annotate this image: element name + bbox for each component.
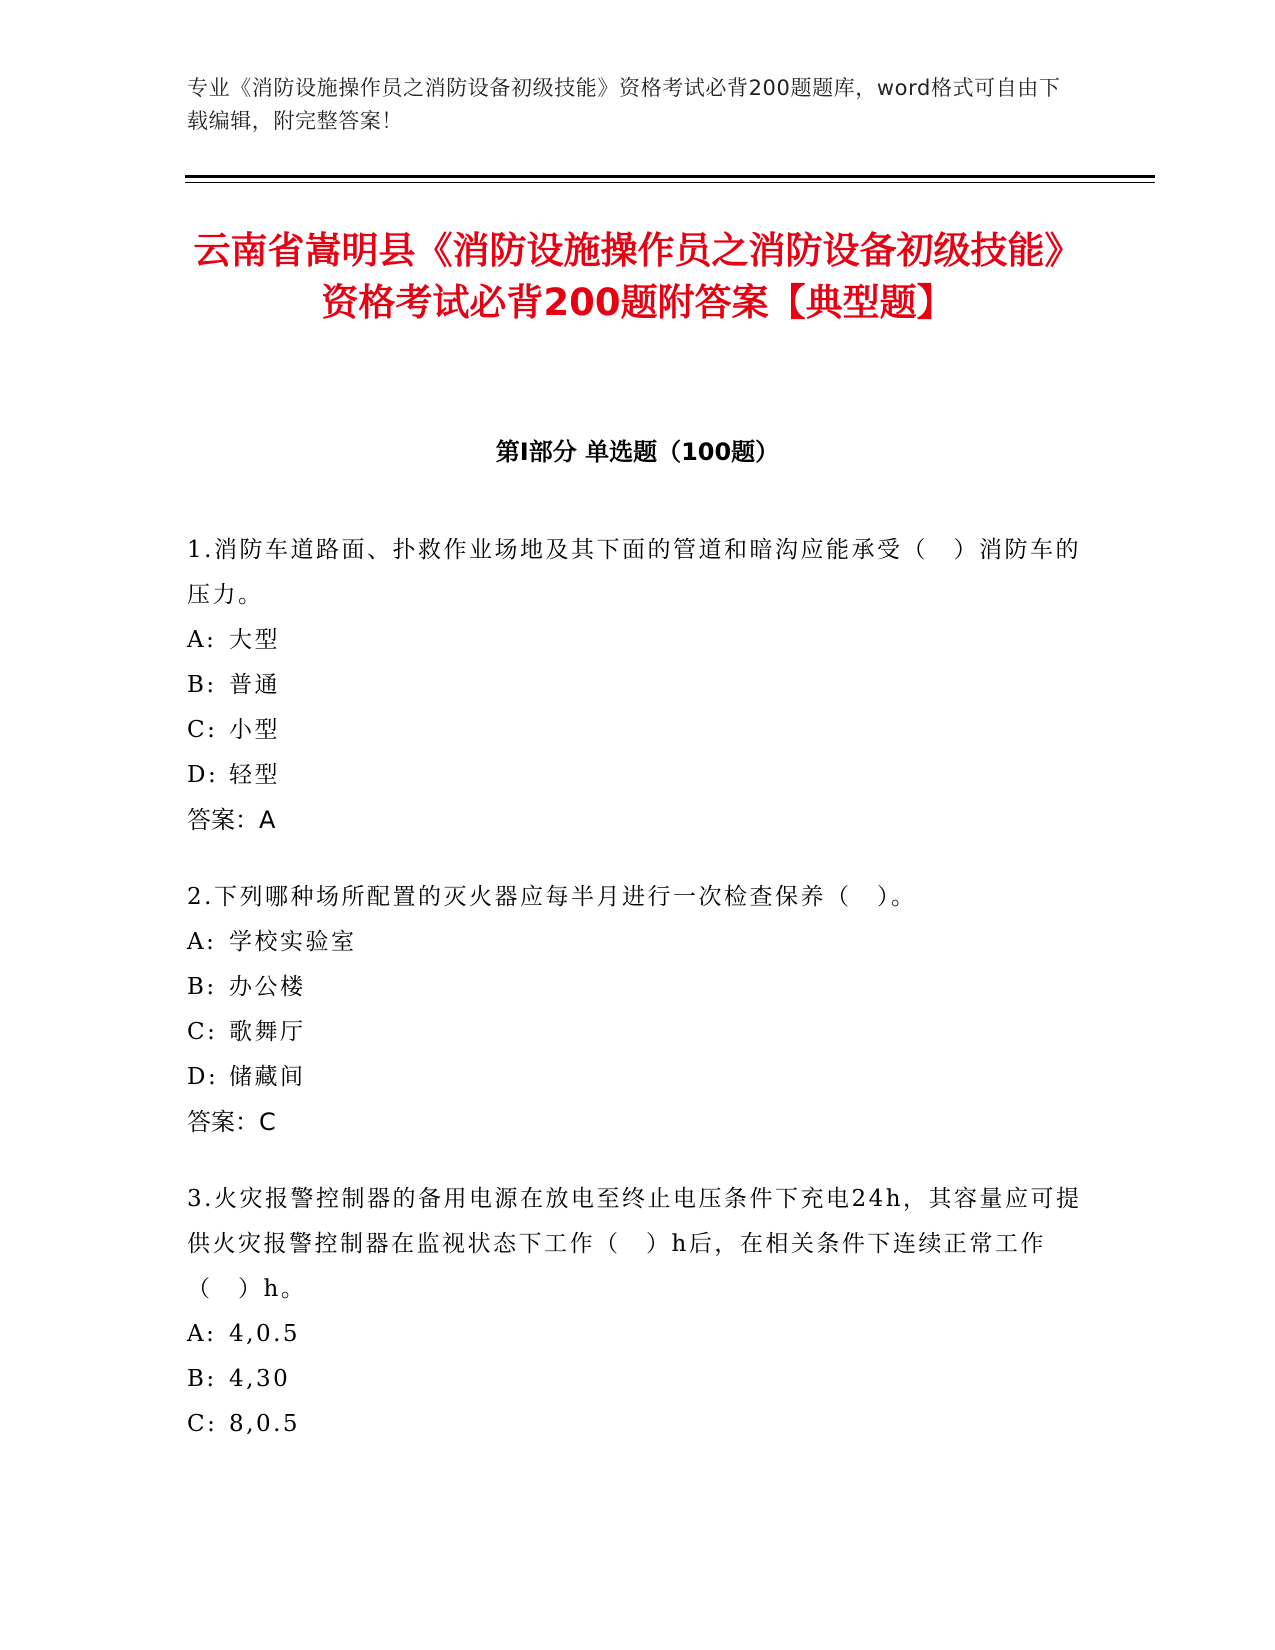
option-key: A: (187, 1321, 217, 1347)
option-text: 普通 (229, 672, 280, 698)
option-c (187, 708, 1082, 753)
option-key: C: (187, 1411, 218, 1437)
question-list (187, 528, 1082, 1479)
option-d (187, 753, 1082, 798)
option-b (187, 965, 1082, 1010)
section-title: 第Ⅰ部分 单选题（100题） (495, 438, 780, 466)
question-stem: 1.消防车道路面、扑救作业场地及其下面的管道和暗沟应能承受（ ）消防车的压力。 (187, 537, 1081, 608)
option-key: B: (187, 974, 217, 1000)
option-text: 小型 (229, 717, 280, 743)
header-divider (185, 175, 1155, 178)
option-key: A: (187, 929, 217, 955)
question-stem: 2.下列哪种场所配置的灭火器应每半月进行一次检查保养（ ）。 (187, 884, 917, 910)
option-a (187, 618, 1082, 663)
option-d (187, 1055, 1082, 1100)
question-stem: 3.火灾报警控制器的备用电源在放电至终止电压条件下充电24h，其容量应可提供火灾报警控制器在监视状态下工作（ ）h后，在相关条件下连续正常工作（ ）h。 (187, 1186, 1082, 1302)
option-text: 办公楼 (229, 974, 306, 1000)
option-text: 4,30 (229, 1366, 291, 1392)
option-text: 轻型 (229, 762, 280, 788)
option-key: A: (187, 627, 217, 653)
option-a (187, 1312, 1082, 1357)
option-key: C: (187, 717, 218, 743)
option-b (187, 1357, 1082, 1402)
option-text: 储藏间 (229, 1064, 306, 1090)
option-text: 歌舞厅 (229, 1019, 306, 1045)
option-key: D: (187, 762, 219, 788)
answer-line: 答案：C (187, 1108, 276, 1136)
option-text: 学校实验室 (229, 929, 357, 955)
option-key: B: (187, 672, 217, 698)
option-a (187, 920, 1082, 965)
option-key: D: (187, 1064, 219, 1090)
option-b (187, 663, 1082, 708)
answer-line: 答案：A (187, 806, 276, 834)
option-c (187, 1402, 1082, 1447)
option-text: 4,0.5 (229, 1321, 301, 1347)
option-text: 8,0.5 (229, 1411, 301, 1437)
document-title: 云南省嵩明县《消防设施操作员之消防设备初级技能》资格考试必背200题附答案【典型题】 (193, 229, 1082, 324)
question-3 (187, 1177, 1082, 1447)
header-note: 专业《消防设施操作员之消防设备初级技能》资格考试必背200题题库，word格式可自由下载编辑，附完整答案！ (187, 76, 1061, 133)
option-c (187, 1010, 1082, 1055)
header-divider-thin (185, 182, 1155, 183)
question-2 (187, 875, 1082, 1145)
option-key: C: (187, 1019, 218, 1045)
option-text: 大型 (229, 627, 280, 653)
question-1 (187, 528, 1082, 843)
option-key: B: (187, 1366, 217, 1392)
